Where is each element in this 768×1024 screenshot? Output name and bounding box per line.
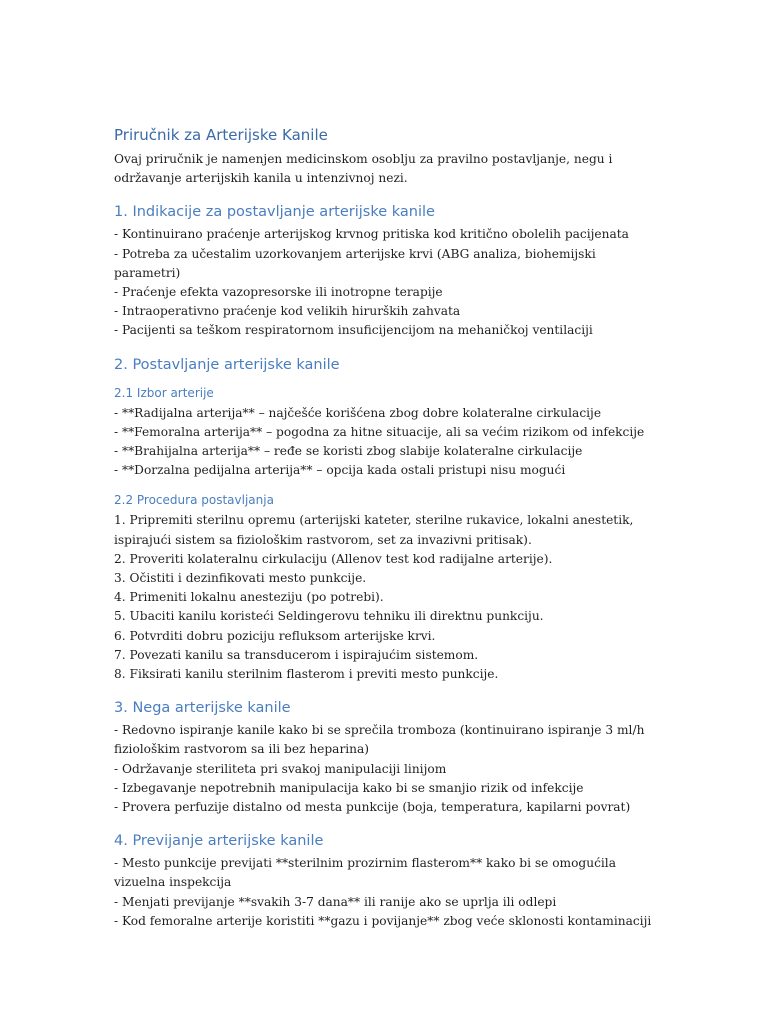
list-item: - **Brahijalna arterija** – ređe se koristi zbog slabije kolateralne cirkulacije [114,444,583,459]
section-list-previjanje [114,854,654,931]
list-item: 1. Pripremiti sterilnu opremu (arterijski kateter, sterilne rukavice, lokalni anestetik, ispirajući sistem sa fiziološkim rastvorom, set za invazivni pritisak). [114,513,634,547]
section-heading-postavljanje: 2. Postavljanje arterijske kanile [114,356,340,373]
document-intro: Ovaj priručnik je namenjen medicinskom osoblju za pravilno postavljanje, negu i održavanje arterijskih kanila u intenzivnoj nezi. [114,152,613,186]
list-item: - **Dorzalna pedijalna arterija** – opcija kada ostali pristupi nisu mogući [114,463,566,478]
section-heading-indikacije: 1. Indikacije za postavljanje arterijske kanile [114,204,435,221]
list-item: 6. Potvrditi dobru poziciju refluksom arterijske krvi. [114,628,436,643]
list-item: - Kontinuirano praćenje arterijskog krvnog pritiska kod kritično obolelih pacijenata [114,227,629,242]
subsection-list-procedura [114,511,654,684]
subsection-heading-izbor-arterije: 2.1 Izbor arterije [114,385,214,400]
list-item: - **Femoralna arterija** – pogodna za hitne situacije, ali sa većim rizikom od infekcije [114,424,645,439]
section-heading-previjanje: 4. Previjanje arterijske kanile [114,833,324,850]
section-heading-nega: 3. Nega arterijske kanile [114,700,291,717]
list-item: 4. Primeniti lokalnu anesteziju (po potrebi). [114,590,384,605]
list-item: 5. Ubaciti kanilu koristeći Seldingerovu tehniku ili direktnu punkciju. [114,609,544,624]
list-item: - Intraoperativno praćenje kod velikih hirurških zahvata [114,304,461,319]
list-item: - Pacijenti sa teškom respiratornom insuficijencijom na mehaničkoj ventilaciji [114,323,593,338]
subsection-list-izbor-arterije [114,404,654,481]
list-item: 8. Fiksirati kanilu sterilnim flasterom i previti mesto punkcije. [114,667,499,682]
document-page [114,124,654,931]
list-item: - Provera perfuzije distalno od mesta punkcije (boja, temperatura, kapilarni povrat) [114,800,631,815]
list-item: - Mesto punkcije previjati **sterilnim prozirnim flasterom** kako bi se omogućila vizuelna inspekcija [114,856,616,890]
subsection-heading-procedura: 2.2 Procedura postavljanja [114,493,274,508]
list-item: - Potreba za učestalim uzorkovanjem arterijske krvi (ABG analiza, biohemijski parametri) [114,246,596,280]
list-item: - Menjati previjanje **svakih 3-7 dana** ili ranije ako se uprlja ili odlepi [114,894,557,909]
list-item: - Redovno ispiranje kanile kako bi se sprečila tromboza (kontinuirano ispiranje 3 ml/h fiziološkim rastvorom sa ili bez heparina) [114,723,645,757]
list-item: 3. Očistiti i dezinfikovati mesto punkcije. [114,571,367,586]
document-title: Priručnik za Arterijske Kanile [114,126,328,144]
list-item: 7. Povezati kanilu sa transducerom i ispirajućim sistemom. [114,647,479,662]
list-item: 2. Proveriti kolateralnu cirkulaciju (Allenov test kod radijalne arterije). [114,551,553,566]
list-item: - Izbegavanje nepotrebnih manipulacija kako bi se smanjio rizik od infekcije [114,780,584,795]
list-item: - **Radijalna arterija** – najčešće korišćena zbog dobre kolateralne cirkulacije [114,405,602,420]
list-item: - Održavanje sterilitetа pri svakoj manipulaciji linijom [114,761,447,776]
section-list-nega [114,721,654,817]
list-item: - Praćenje efekta vazopresorske ili inotropne terapije [114,285,443,300]
section-list-indikacije [114,225,654,340]
list-item: - Kod femoralne arterije koristiti **gazu i povijanje** zbog veće sklonosti kontaminaciji [114,913,652,928]
